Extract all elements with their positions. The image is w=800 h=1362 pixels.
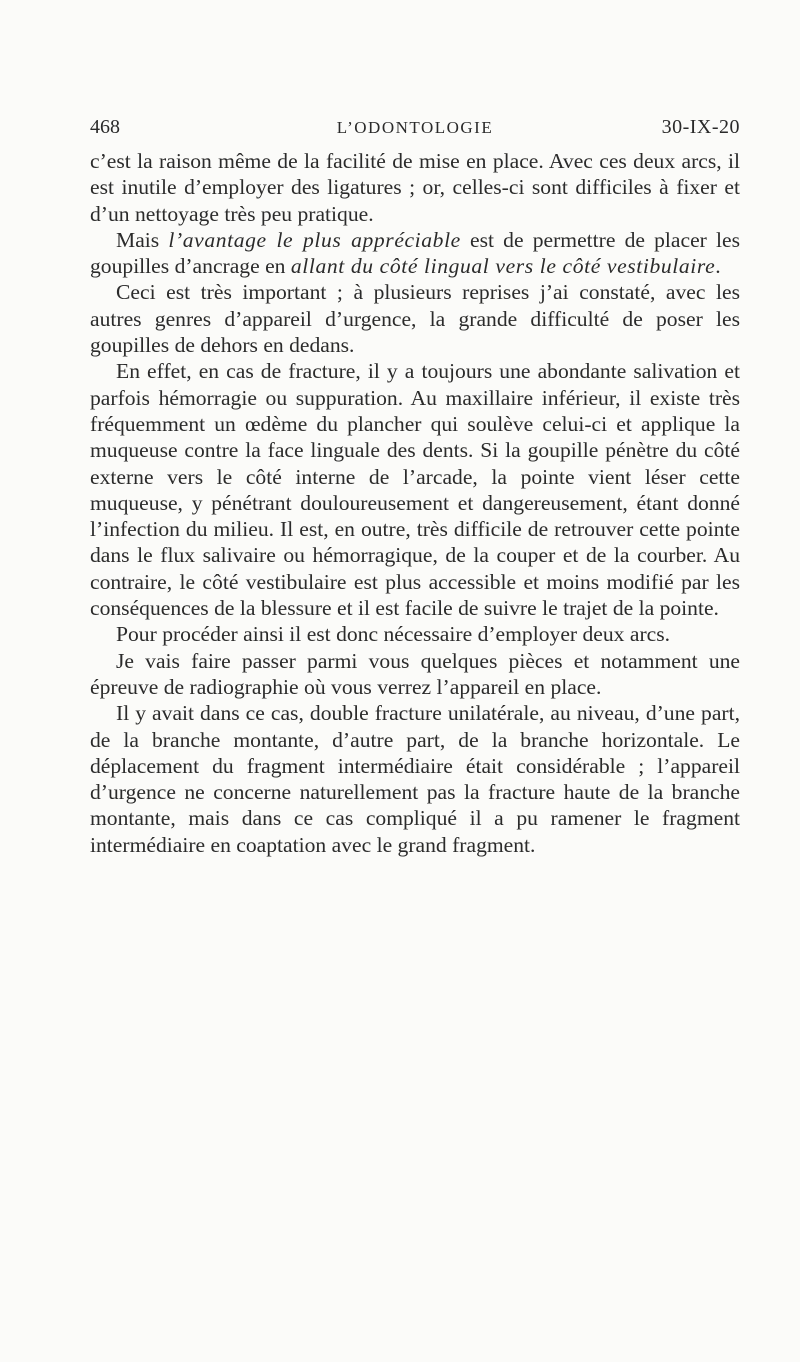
paragraph-4: En effet, en cas de fracture, il y a toujours une abondante salivation et parfois hémorragie ou suppuration. Au maxillaire inférieur, il existe très fréquemment un œdème du plancher qui soulève celui-ci et applique la muqueuse contre la face linguale des dents. Si la goupille pénètre du côté externe vers le côté interne de l’arcade, la pointe vient léser cette muqueuse, y pénétrant douloureusement et dangereusement, étant donné l’infection du milieu. Il est, en outre, très difficile de retrouver cette pointe dans le flux salivaire ou hémorragique, de la couper et de la courber. Au contraire, le côté vestibulaire est plus accessible et moins modifié par les conséquences de la blessure et il est facile de suivre le trajet de la pointe. bbox=[90, 359, 740, 621]
paragraph-7: Il y avait dans ce cas, double fracture unilatérale, au niveau, d’une part, de la branche montante, d’autre part, de la branche horizontale. Le déplacement du fragment intermédiaire était considérable ; l’appareil d’urgence ne concerne naturellement pas la fracture haute de la branche montante, mais dans ce cas compliqué il a pu ramener le fragment intermédiaire en coaptation avec le grand fragment. bbox=[90, 701, 740, 857]
paragraph-5: Pour procéder ainsi il est donc nécessaire d’employer deux arcs. bbox=[116, 622, 671, 647]
paragraph-1: c’est la raison même de la facilité de mise en place. Avec ces deux arcs, il est inutile d’employer des ligatures ; or, celles-ci sont difficiles à fixer et d’un nettoyage très peu pratique. bbox=[90, 149, 740, 226]
body-text bbox=[90, 148, 740, 858]
italic-phrase-2: allant du côté lingual vers le côté vestibulaire bbox=[290, 254, 716, 279]
italic-phrase-1: l’avantage le plus appréciable bbox=[168, 227, 461, 252]
issue-date: 30-IX-20 bbox=[661, 116, 740, 138]
paragraph-3: Ceci est très important ; à plusieurs reprises j’ai constaté, avec les autres genres d’appareil d’urgence, la grande difficulté de poser les goupilles de dehors en dedans. bbox=[90, 280, 740, 358]
paragraph-6: Je vais faire passer parmi vous quelques pièces et notamment une épreuve de radiographie où vous verrez l’appareil en place. bbox=[90, 648, 740, 699]
journal-title: L’ODONTOLOGIE bbox=[336, 118, 494, 137]
running-header bbox=[90, 110, 740, 142]
paragraph-2 bbox=[90, 227, 740, 280]
paragraph-2-start: Mais bbox=[116, 227, 169, 252]
page-number: 468 bbox=[90, 116, 120, 138]
paragraph-2-middle: est de permettre de placer les goupilles d’ancrage en bbox=[90, 227, 740, 279]
paragraph-2-end: . bbox=[715, 254, 721, 279]
